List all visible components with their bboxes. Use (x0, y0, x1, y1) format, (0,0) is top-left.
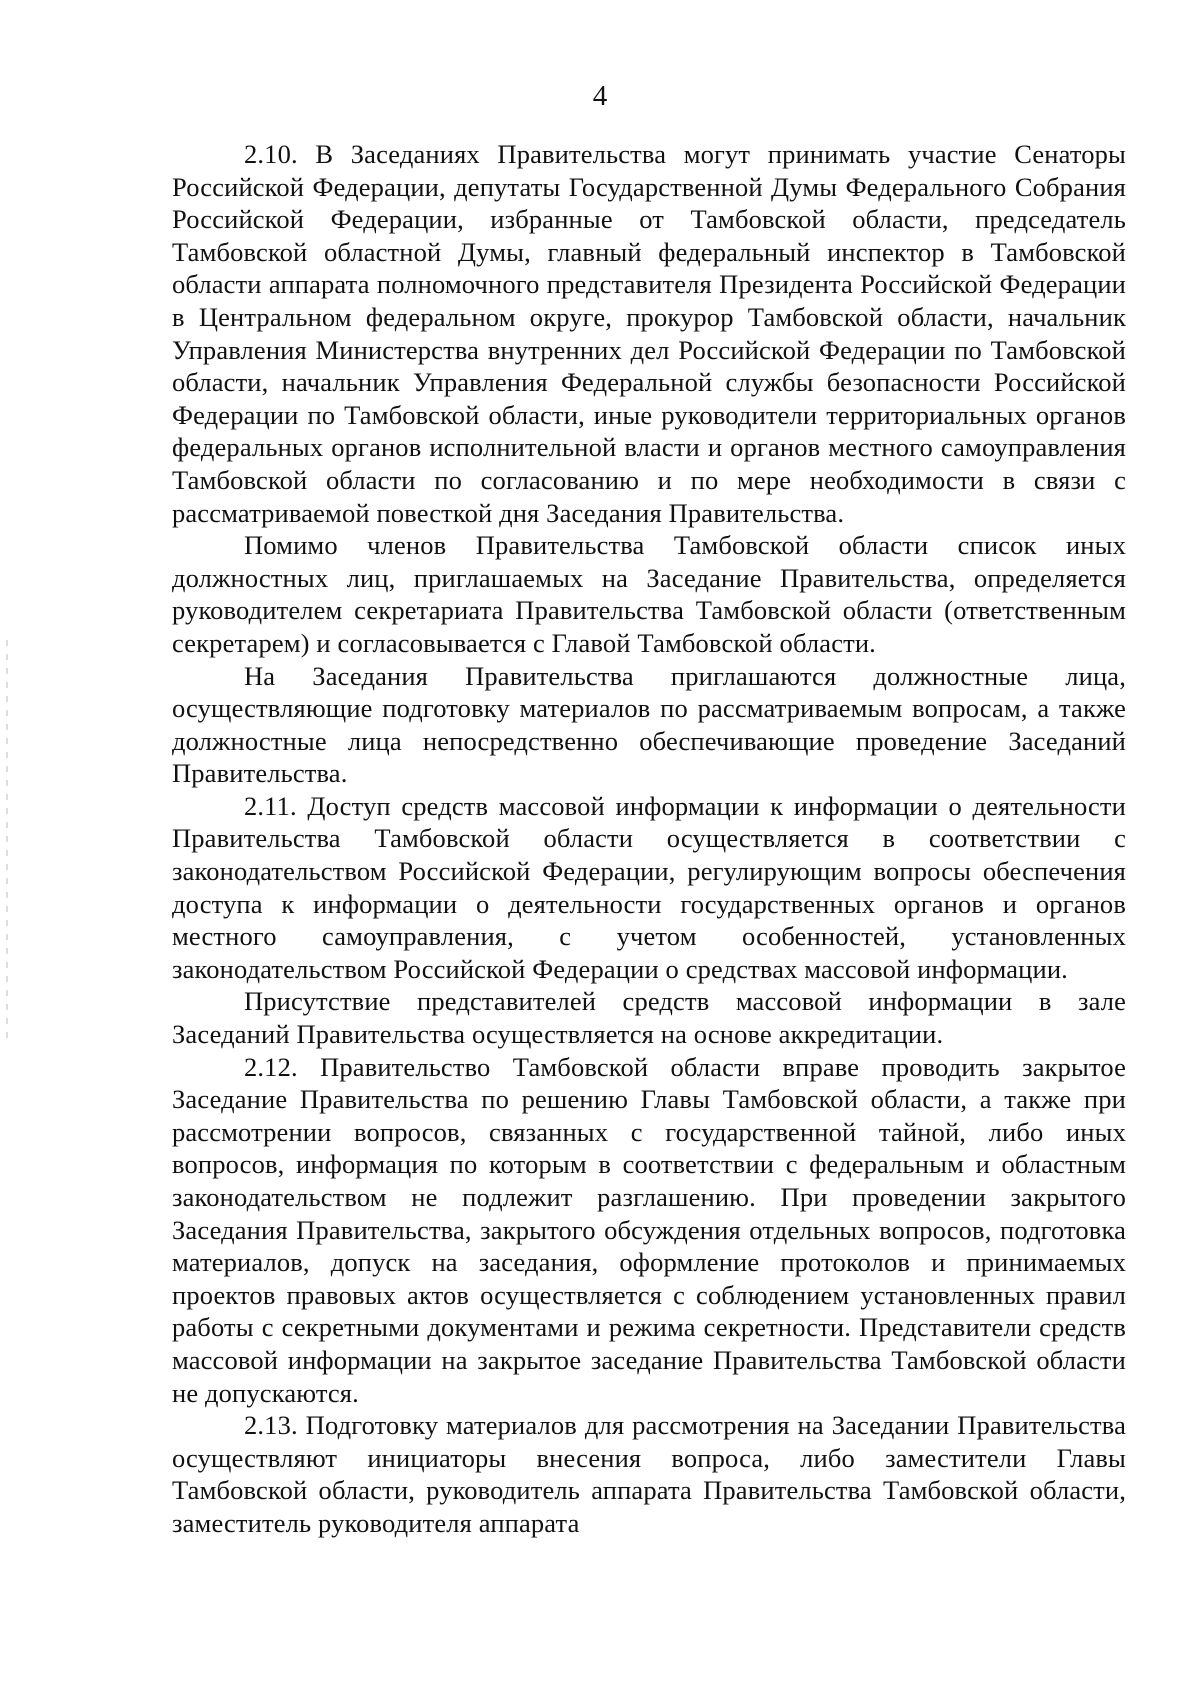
scan-edge-artifact (6, 640, 8, 1040)
paragraph-media-accreditation: Присутствие представителей средств массовой информации в зале Заседаний Правительства осуществляется на основе аккредитации. (172, 986, 1126, 1050)
document-body (172, 138, 1126, 1540)
paragraph-2-13: 2.13. Подготовку материалов для рассмотрения на Заседании Правительства осуществляют инициаторы внесения вопроса, либо заместители Главы Тамбовской области, руководитель аппарата Правительства Тамбовской области, заместитель руководителя аппарата (172, 1410, 1126, 1538)
paragraph-invited-officials-list: Помимо членов Правительства Тамбовской области список иных должностных лиц, приглашаемых на Заседание Правительства, определяется руководителем секретариата Правительства Тамбовской области (ответственным секретарем) и согласовывается с Главой Тамбовской области. (172, 530, 1126, 658)
paragraph-2-12: 2.12. Правительство Тамбовской области вправе проводить закрытое Заседание Правительства по решению Главы Тамбовской области, а также при рассмотрении вопросов, связанных с государственной тайной, либо иных вопросов, информация по которым в соответствии с федеральным и областным законодательством не подлежит разглашению. При проведении закрытого Заседания Правительства, закрытого обсуждения отдельных вопросов, подготовка материалов, допуск на заседания, оформление протоколов и принимаемых проектов правовых актов осуществляется с соблюдением установленных правил работы с секретными документами и режима секретности. Представители средств массовой информации на закрытое заседание Правительства Тамбовской области не допускаются. (172, 1051, 1126, 1408)
paragraph-invited-preparers: На Заседания Правительства приглашаются должностные лица, осуществляющие подготовку материалов по рассматриваемым вопросам, а также должностные лица непосредственно обеспечивающие проведение Заседаний Правительства. (172, 660, 1126, 789)
paragraph-2-10: 2.10. В Заседаниях Правительства могут принимать участие Сенаторы Российской Федерации, депутаты Государственной Думы Федерального Собрания Российской Федерации, избранные от Тамбовской области, председатель Тамбовской областной Думы, главный федеральный инспектор в Тамбовской области аппарата полномочного представителя Президента Российской Федерации в Центральном федеральном округе, прокурор Тамбовской области, начальник Управления Министерства внутренних дел Российской Федерации по Тамбовской области, начальник Управления Федеральной службы безопасности Российской Федерации по Тамбовской области, иные руководители территориальных органов федеральных органов исполнительной власти и органов местного самоуправления Тамбовской области по согласованию и по мере необходимости в связи с рассматриваемой повесткой дня Заседания Правительства. (172, 139, 1126, 528)
paragraph-2-11: 2.11. Доступ средств массовой информации к информации о деятельности Правительства Тамбовской области осуществляется в соответствии с законодательством Российской Федерации, регулирующим вопросы обеспечения доступа к информации о деятельности государственных органов и органов местного самоуправления, с учетом особенностей, установленных законодательством Российской Федерации о средствах массовой информации. (172, 790, 1126, 984)
page-number: 4 (592, 80, 608, 112)
